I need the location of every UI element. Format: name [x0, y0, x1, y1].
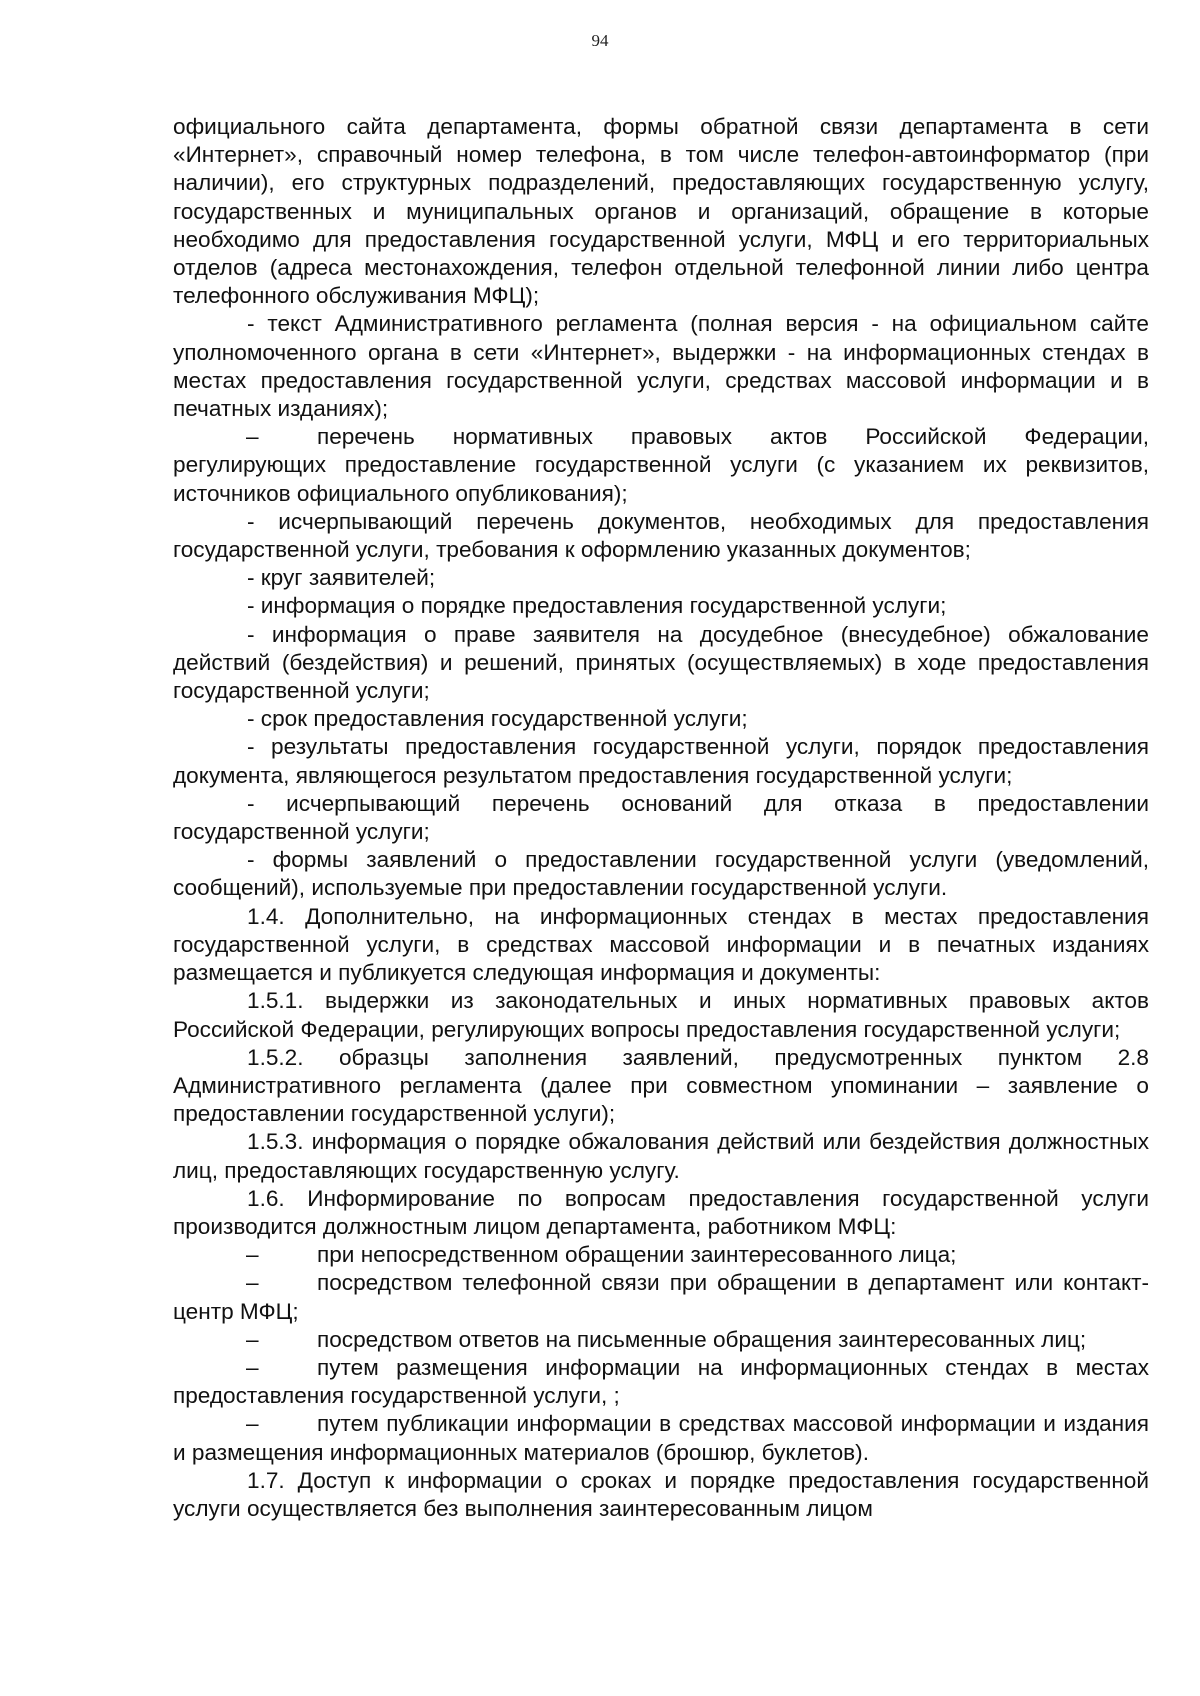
paragraph: - формы заявлений о предоставлении государственной услуги (уведомлений, сообщений), используемые при предоставлении государственной услуги.	[173, 847, 1149, 901]
paragraph: 1.5.1. выдержки из законодательных и иных нормативных правовых актов Российской Федерации, регулирующих вопросы предоставления государственной услуги;	[173, 988, 1149, 1042]
paragraph: - информация о порядке предоставления государственной услуги;	[247, 593, 947, 619]
paragraph: - исчерпывающий перечень оснований для отказа в предоставлении государственной услуги;	[173, 790, 1149, 845]
paragraph-text: посредством телефонной связи при обращении в департамент или контакт-центр МФЦ;	[173, 1270, 1149, 1324]
page-number: 94	[591, 31, 609, 50]
list-dash-marker: –	[246, 1354, 259, 1380]
list-dash-marker: –	[246, 1242, 259, 1268]
paragraph: 1.5.3. информация о порядке обжалования действий или бездействия должностных лиц, предоставляющих государственную услугу.	[173, 1129, 1149, 1183]
paragraph-text: путем размещения информации на информационных стендах в местах предоставления государственной услуги, ;	[173, 1354, 1149, 1409]
list-dash-marker: –	[246, 1326, 259, 1352]
document-body	[173, 113, 1149, 1523]
paragraph: - круг заявителей;	[247, 565, 436, 591]
paragraph-text: посредством ответов на письменные обращения заинтересованных лиц;	[317, 1326, 1087, 1352]
paragraph	[173, 1326, 1149, 1354]
paragraph-text: при непосредственном обращении заинтересованного лица;	[317, 1242, 957, 1268]
paragraph-text: путем публикации информации в средствах массовой информации и издания и размещения информационных материалов (брошюр, буклетов).	[173, 1411, 1149, 1465]
paragraph-text: перечень нормативных правовых актов Российской Федерации, регулирующих предоставление государственной услуги (с указанием их реквизитов, источников официального опубликования);	[173, 424, 1149, 506]
list-dash-marker: –	[246, 1411, 259, 1437]
paragraph	[173, 1354, 1149, 1410]
paragraph: 1.5.2. образцы заполнения заявлений, предусмотренных пунктом 2.8 Административного регламента (далее при совместном упоминании – заявление о предоставлении государственной услуги);	[173, 1044, 1149, 1127]
list-dash-marker: –	[246, 1270, 259, 1296]
paragraph: 1.4. Дополнительно, на информационных стендах в местах предоставления государственной услуги, в средствах массовой информации и в печатных изданиях размещается и публикуется следующая информация и документы:	[173, 903, 1149, 986]
paragraph: - срок предоставления государственной услуги;	[247, 706, 748, 732]
paragraph: - информация о праве заявителя на досудебное (внесудебное) обжалование действий (бездействия) и решений, принятых (осуществляемых) в ходе предоставления государственной услуги;	[173, 621, 1149, 704]
paragraph: 1.6. Информирование по вопросам предоставления государственной услуги производится должностным лицом департамента, работником МФЦ:	[173, 1185, 1149, 1239]
paragraph: - исчерпывающий перечень документов, необходимых для предоставления государственной услуги, требования к оформлению указанных документов;	[173, 508, 1149, 563]
list-dash-marker: –	[246, 424, 259, 450]
paragraph	[173, 1410, 1149, 1466]
paragraph	[173, 423, 1149, 508]
paragraph: - результаты предоставления государственной услуги, порядок предоставления документа, являющегося результатом предоставления государственной услуги;	[173, 734, 1149, 788]
paragraph	[173, 1241, 1149, 1269]
paragraph	[173, 1269, 1149, 1325]
paragraph: официального сайта департамента, формы обратной связи департамента в сети «Интернет», справочный номер телефона, в том числе телефон-автоинформатор (при наличии), его структурных подразделений, предоставляющих государственную услугу, государственных и муниципальных органов и организаций, обращение в которые необходимо для предоставления государственной услуги, МФЦ и его территориальных отделов (адреса местонахождения, телефон отдельной телефонной линии либо центра телефонного обслуживания МФЦ);	[173, 114, 1149, 309]
paragraph: 1.7. Доступ к информации о сроках и порядке предоставления государственной услуги осуществляется без выполнения заинтересованным лицом	[173, 1467, 1149, 1521]
paragraph: - текст Административного регламента (полная версия - на официальном сайте уполномоченного органа в сети «Интернет», выдержки - на информационных стендах в местах предоставления государственной услуги, средствах массовой информации и в печатных изданиях);	[173, 311, 1149, 422]
